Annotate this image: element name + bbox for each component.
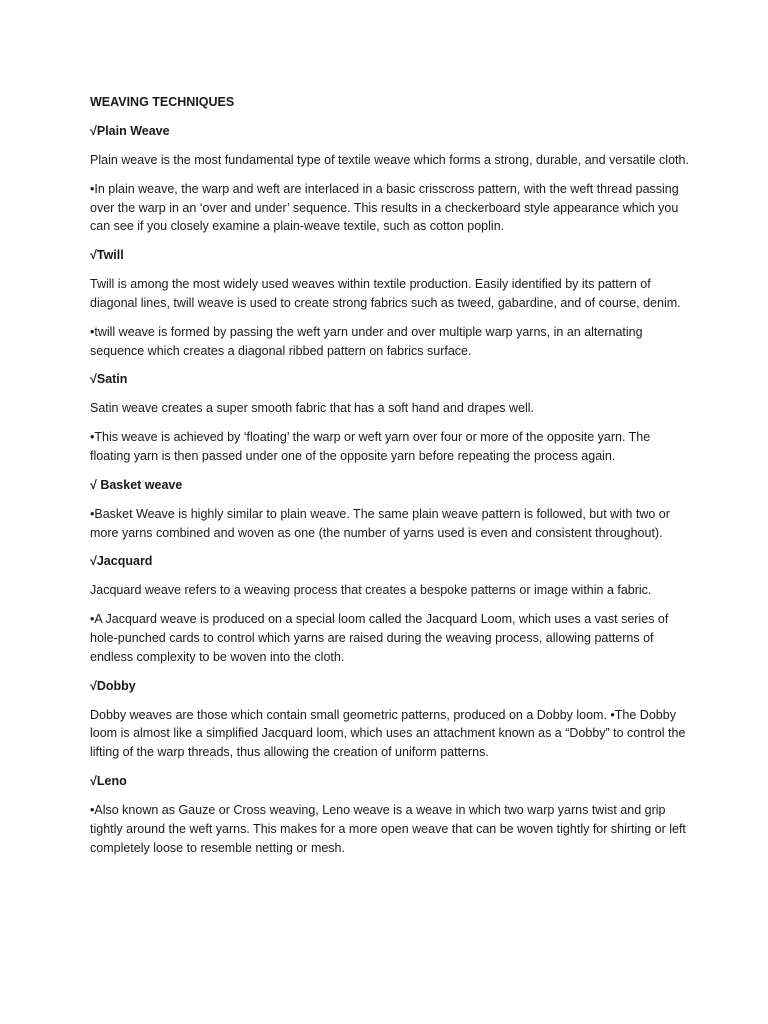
section-satin <box>90 370 690 465</box>
paragraph: Twill is among the most widely used weaves within textile production. Easily identified by its pattern of diagonal lines, twill weave is used to create strong fabrics such as tweed, gabardine, and of course, denim. <box>90 277 681 310</box>
paragraph: •twill weave is formed by passing the weft yarn under and over multiple warp yarns, in an alternating sequence which creates a diagonal ribbed pattern on fabrics surface. <box>90 324 643 358</box>
section-heading: √Dobby <box>90 678 136 693</box>
paragraph: •This weave is achieved by ‘floating’ the warp or weft yarn over four or more of the opposite yarn. The floating yarn is then passed under one of the opposite yarn before repeating the process again. <box>90 430 651 463</box>
paragraph: •In plain weave, the warp and weft are interlaced in a basic crisscross pattern, with the weft thread passing over the warp in an ‘over and under’ sequence. This results in a checkerboard style appearance which you can see if you closely examine a plain-weave textile, such as cotton poplin. <box>90 181 679 234</box>
section-jacquard <box>90 552 690 666</box>
document-page <box>90 93 690 867</box>
section-heading: √ Basket weave <box>90 477 183 492</box>
section-dobby <box>90 677 690 762</box>
section-heading: √Leno <box>90 773 127 788</box>
paragraph: Plain weave is the most fundamental type of textile weave which forms a strong, durable, and versatile cloth. <box>90 153 689 167</box>
section-basket-weave <box>90 476 690 543</box>
section-leno <box>90 772 690 857</box>
paragraph: Dobby weaves are those which contain small geometric patterns, produced on a Dobby loom. •The Dobby loom is almost like a simplified Jacquard loom, which uses an attachment known as a “Dobby” to control the lifting of the warp threads, thus allowing the creation of uniform patterns. <box>90 707 686 760</box>
paragraph: •Basket Weave is highly similar to plain weave. The same plain weave pattern is followed, but with two or more yarns combined and woven as one (the number of yarns used is even and consistent throughout). <box>90 506 670 540</box>
paragraph: Satin weave creates a super smooth fabric that has a soft hand and drapes well. <box>90 401 535 416</box>
document-title: WEAVING TECHNIQUES <box>90 95 235 109</box>
section-plain-weave <box>90 122 690 236</box>
section-heading: √Satin <box>90 372 128 387</box>
paragraph: Jacquard weave refers to a weaving process that creates a bespoke patterns or image within a fabric. <box>90 583 652 598</box>
section-heading: √Twill <box>90 248 124 263</box>
paragraph: •A Jacquard weave is produced on a special loom called the Jacquard Loom, which uses a vast series of hole-punched cards to control which yarns are raised during the weaving process, allowing patterns of endless complexity to be woven into the cloth. <box>90 612 669 664</box>
paragraph: •Also known as Gauze or Cross weaving, Leno weave is a weave in which two warp yarns twist and grip tightly around the weft yarns. This makes for a more open weave that can be woven tightly for shirting or left completely loose to resemble netting or mesh. <box>90 802 686 855</box>
section-heading: √Jacquard <box>90 554 153 569</box>
section-twill <box>90 246 690 360</box>
section-heading: √Plain Weave <box>90 124 170 138</box>
